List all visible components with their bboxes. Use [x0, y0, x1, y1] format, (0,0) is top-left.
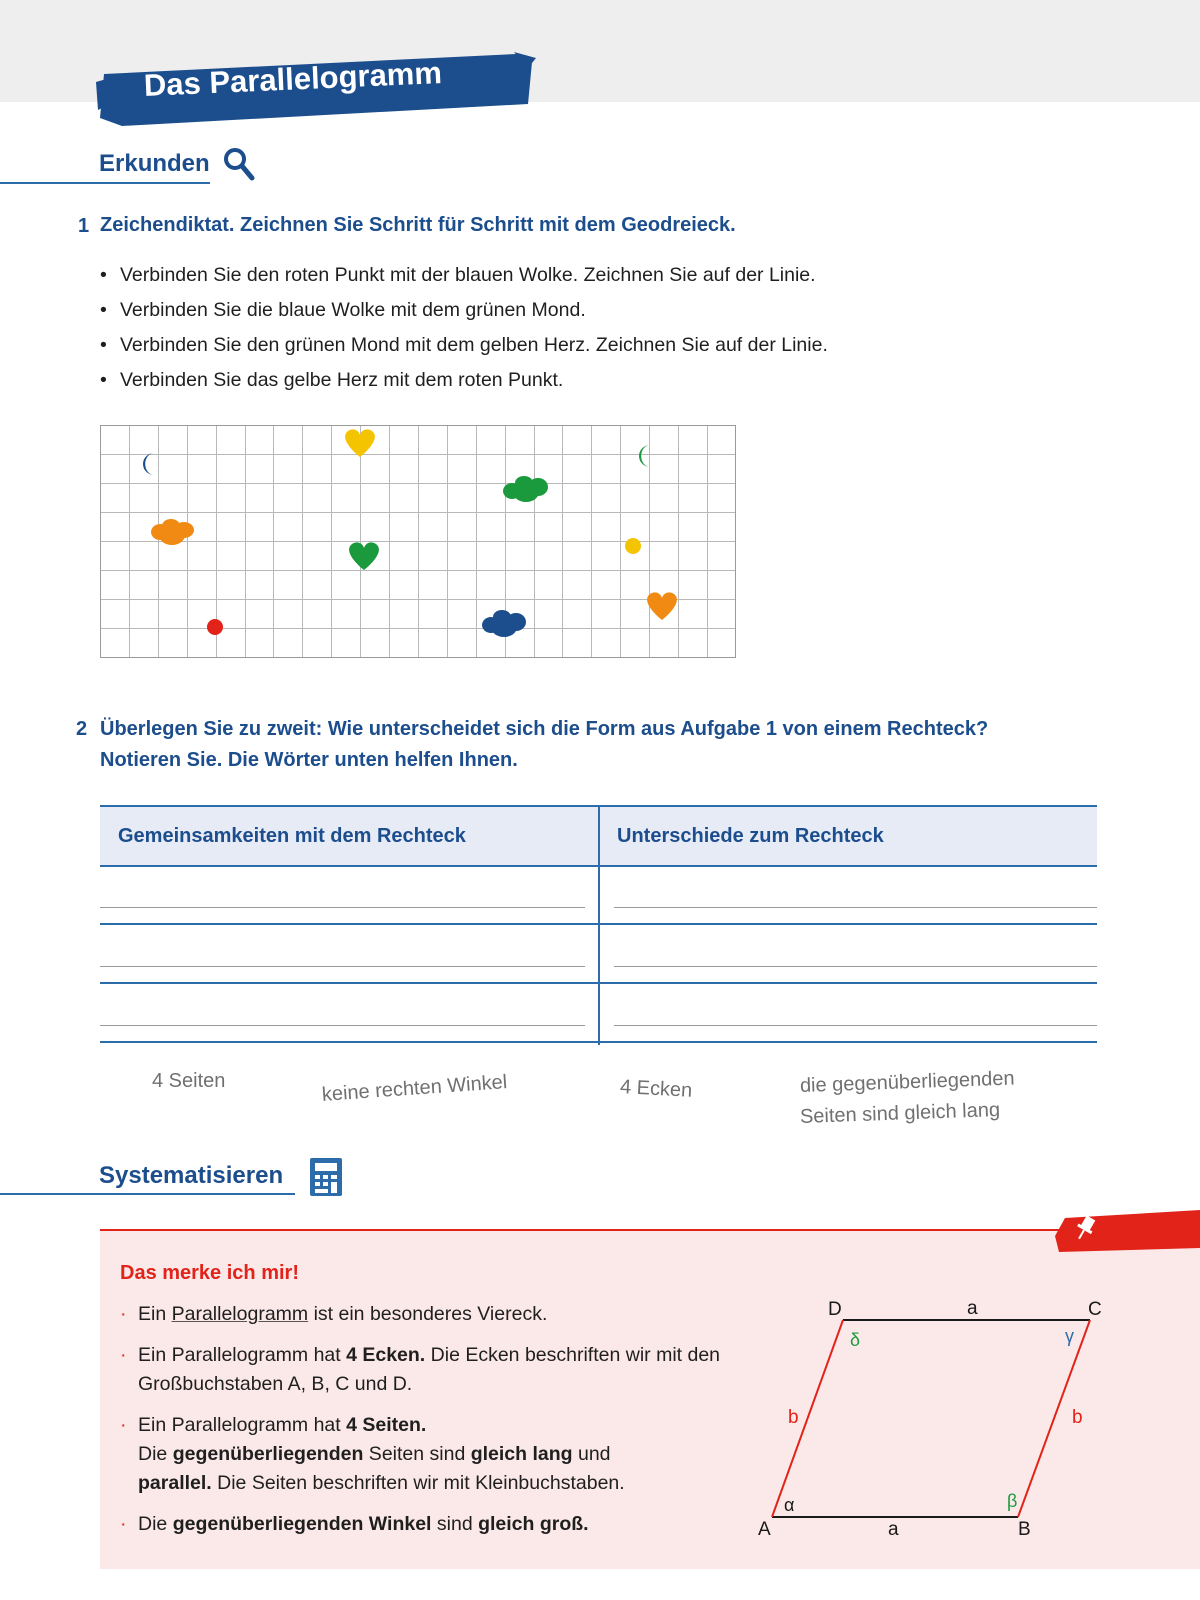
section-underline-erkunden — [0, 182, 210, 184]
task-heading-2-line2: Notieren Sie. Die Wörter unten helfen Ihnen. — [100, 749, 518, 771]
pin-banner — [1055, 1208, 1200, 1254]
note-list — [120, 1300, 740, 1551]
list-item: · Die gegenüberliegenden Winkel sind gleich groß. — [120, 1513, 589, 1535]
table-column-divider — [598, 805, 600, 1045]
note-title: Das merke ich mir! — [120, 1262, 299, 1284]
green-moon-icon — [639, 445, 650, 467]
write-line[interactable] — [100, 1025, 585, 1026]
green-cloud-icon — [503, 476, 548, 502]
section-title-erkunden: Erkunden — [99, 150, 210, 177]
side-label-b-right: b — [1072, 1407, 1083, 1428]
task-number-1: 1 — [78, 215, 90, 237]
list-item: • Verbinden Sie die blaue Wolke mit dem grünen Mond. — [100, 299, 586, 321]
angle-delta: δ — [850, 1330, 861, 1350]
blue-moon-icon — [143, 453, 154, 475]
table-header-right: Unterschiede zum Rechteck — [617, 825, 884, 847]
section-title-systematisieren: Systematisieren — [99, 1162, 284, 1189]
table-divider — [100, 982, 1097, 984]
vertex-c: C — [1088, 1299, 1102, 1320]
blue-cloud-icon — [482, 610, 526, 637]
orange-heart-icon — [647, 592, 677, 620]
yellow-dot-icon — [625, 538, 641, 554]
word-card: Seiten sind gleich lang — [799, 1099, 1001, 1128]
task-heading-1: Zeichendiktat. Zeichnen Sie Schritt für Schritt mit dem Geodreieck. — [100, 214, 736, 236]
side-ad — [772, 1320, 843, 1517]
table-divider — [100, 923, 1097, 925]
page-title: Das Parallelogramm — [143, 55, 443, 103]
write-line[interactable] — [614, 907, 1097, 908]
vertex-b: B — [1018, 1519, 1031, 1540]
word-card: 4 Ecken — [619, 1076, 693, 1102]
section-underline-systematisieren — [0, 1193, 295, 1195]
list-item: • Verbinden Sie das gelbe Herz mit dem roten Punkt. — [100, 369, 564, 391]
vertex-a: A — [758, 1519, 771, 1540]
red-dot-icon — [207, 619, 223, 635]
list-item: · Ein Parallelogramm ist ein besonderes Viereck. — [120, 1303, 548, 1325]
write-line[interactable] — [100, 966, 585, 967]
drawing-grid[interactable] — [100, 425, 738, 666]
list-item: • Verbinden Sie den roten Punkt mit der blauen Wolke. Zeichnen Sie auf der Linie. — [100, 264, 816, 286]
table-divider — [100, 865, 1097, 867]
term-parallelogramm: Parallelogramm — [171, 1303, 309, 1325]
word-card: die gegenüberliegenden — [799, 1067, 1015, 1097]
word-card: 4 Seiten — [152, 1070, 226, 1092]
note-box-top-line — [100, 1229, 1100, 1231]
vertex-d: D — [828, 1299, 842, 1320]
magnifier-icon — [222, 146, 256, 182]
side-label-a-top: a — [967, 1298, 978, 1319]
task-number-2: 2 — [76, 718, 88, 740]
task-heading-2-line1: Überlegen Sie zu zweit: Wie unterscheidet sich die Form aus Aufgabe 1 von einem Rechteck? — [100, 718, 989, 740]
write-line[interactable] — [614, 966, 1097, 967]
calculator-icon — [308, 1156, 346, 1198]
list-item: · Ein Parallelogramm hat 4 Seiten. Die gegenüberliegenden Seiten sind gleich lang und parallel. Die Seiten beschriften wir mit Kleinbuchstaben. — [120, 1414, 625, 1494]
word-card: keine rechten Winkel — [321, 1071, 508, 1106]
angle-beta: β — [1007, 1491, 1018, 1511]
side-label-a-bottom: a — [888, 1519, 899, 1540]
write-line[interactable] — [100, 907, 585, 908]
green-heart-icon — [349, 542, 379, 570]
parallelogram-figure — [760, 1295, 1110, 1545]
list-item: · Ein Parallelogramm hat 4 Ecken. Die Ecken beschriften wir mit den Großbuchstaben A, B, C und D. — [120, 1344, 721, 1395]
list-item: • Verbinden Sie den grünen Mond mit dem gelben Herz. Zeichnen Sie auf der Linie. — [100, 334, 828, 356]
table-divider — [100, 1041, 1097, 1043]
side-label-b-left: b — [788, 1407, 799, 1428]
write-line[interactable] — [614, 1025, 1097, 1026]
angle-gamma: γ — [1065, 1326, 1074, 1346]
angle-alpha: α — [784, 1495, 795, 1515]
table-header-left: Gemeinsamkeiten mit dem Rechteck — [118, 825, 466, 847]
instruction-list — [100, 258, 828, 398]
